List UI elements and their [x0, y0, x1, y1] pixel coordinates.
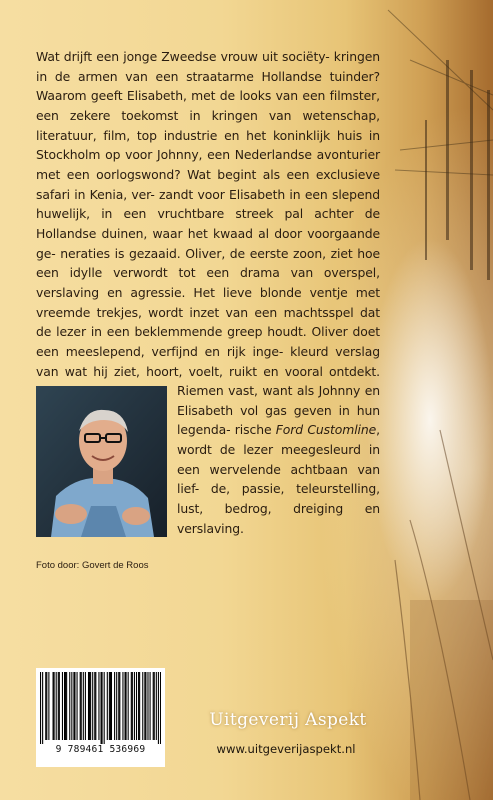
- barcode-bar: [160, 672, 161, 744]
- barcode-bar: [139, 672, 140, 740]
- barcode-bar: [69, 672, 70, 740]
- barcode-bar: [116, 672, 117, 740]
- barcode-bar: [122, 672, 123, 740]
- barcode-bar: [118, 672, 119, 740]
- barcode-bar: [102, 672, 103, 744]
- barcode-bar: [158, 672, 159, 744]
- publisher-name: Uitgeverij Aspekt: [209, 710, 367, 730]
- blurb-text-ending: , wordt de lezer meegesleurd in een wervelende achtbaan van lief- de, passie, teleurstelling, lust, bedrog, dreiging en verslaving.: [177, 422, 380, 536]
- barcode-bar: [95, 672, 96, 740]
- barcode-bar: [110, 672, 111, 740]
- barcode-bar: [66, 672, 67, 740]
- barcode-bar: [147, 672, 148, 740]
- barcode-bar: [83, 672, 84, 740]
- blurb-text: [36, 47, 380, 541]
- barcode-bar: [128, 672, 129, 740]
- barcode-bar: [90, 672, 91, 740]
- barcode-bar: [144, 672, 145, 740]
- photo-caption: Foto door: Govert de Roos: [36, 560, 149, 571]
- barcode-bar: [65, 672, 66, 740]
- barcode-bar: [92, 672, 93, 740]
- barcode-bar: [62, 672, 63, 740]
- blurb-paragraph: [36, 47, 380, 538]
- blurb-text-beside-photo: en vooral ontdekt. Riemen vast, want als Johnny en Elisabeth vol gas geven in hun legenda- rische: [177, 363, 381, 438]
- barcode-bar: [98, 672, 99, 740]
- barcode-bar: [88, 672, 89, 740]
- barcode-bar: [71, 672, 72, 740]
- barcode-bar: [114, 672, 115, 740]
- barcode-bar: [59, 672, 60, 740]
- blurb-text-before-photo: Wat drijft een jonge Zweedse vrouw uit sociëty- kringen in de armen van een straatarme Hollandse tuinder? Waarom geeft Elisabeth, met de looks van een filmster, een zekere toekomst in kringen van wetenschap, literatuur, film, top industrie en het koninklijk huis in Stockholm op voor Johnny, een Nederlandse avonturier met een oorlogswond? Wat begint als een exclusieve safari in Kenia, ver- zandt voor Elisabeth in een slepend huwelijk, in een vruchtbare streek pal achter de Hollandse duinen, waar het kwaad al door voorgaande ge- neraties is gezaaid. Oliver, de eerste zoon, ziet hoe een idylle verwordt tot een drama van overspel, verslaving en agressie. Het lieve blonde ventje met vreemde trekjes, wordt inzet van een machtsspel dat de lezer in een beklemmende greep houdt. Oliver doet een meeslepend, verfijnd en rijk inge- kleurd verslag van wat hij ziet, hoort, voelt, ruikt: [36, 49, 380, 379]
- barcode-bar: [134, 672, 135, 740]
- barcode-bar: [74, 672, 75, 740]
- barcode-bar: [142, 672, 143, 740]
- book-title-italic: Ford Customline: [275, 422, 377, 438]
- barcode-bar: [109, 672, 110, 740]
- barcode-bar: [119, 672, 120, 740]
- barcode-bar: [42, 672, 43, 744]
- barcode-bar: [64, 672, 65, 740]
- barcode-bar: [58, 672, 59, 740]
- barcode-bar: [124, 672, 125, 740]
- barcode-bar: [45, 672, 46, 740]
- barcode-bar: [154, 672, 155, 740]
- barcode-bar: [89, 672, 90, 740]
- barcode-bar: [145, 672, 146, 740]
- barcode-bar: [80, 672, 81, 740]
- barcode-bar: [131, 672, 132, 740]
- barcode-bar: [85, 672, 86, 740]
- barcode-bar: [94, 672, 95, 740]
- barcode: [36, 668, 165, 767]
- barcode-bar: [54, 672, 55, 740]
- barcode-bar: [136, 672, 137, 740]
- barcode-bar: [53, 672, 54, 740]
- barcode-bar: [46, 672, 47, 740]
- barcode-bar: [101, 672, 102, 744]
- barcode-bars: [40, 672, 161, 744]
- barcode-bar: [40, 672, 41, 744]
- isbn-number: 9 789461 536969: [55, 744, 146, 755]
- barcode-bar: [132, 672, 133, 740]
- barcode-bar: [56, 672, 57, 740]
- barcode-bar: [126, 672, 127, 740]
- barcode-bar: [104, 672, 105, 744]
- barcode-bar: [107, 672, 108, 740]
- barcode-bar: [48, 672, 49, 740]
- barcode-bar: [81, 672, 82, 740]
- publisher-website[interactable]: www.uitgeverijaspekt.nl: [216, 742, 356, 756]
- barcode-bar: [150, 672, 151, 740]
- author-portrait-photo: [36, 386, 167, 537]
- barcode-bar: [77, 672, 78, 740]
- barcode-bar: [156, 672, 157, 740]
- barcode-bar: [153, 672, 154, 740]
- barcode-bar: [138, 672, 139, 740]
- barcode-bar: [111, 672, 112, 740]
- barcode-bar: [73, 672, 74, 740]
